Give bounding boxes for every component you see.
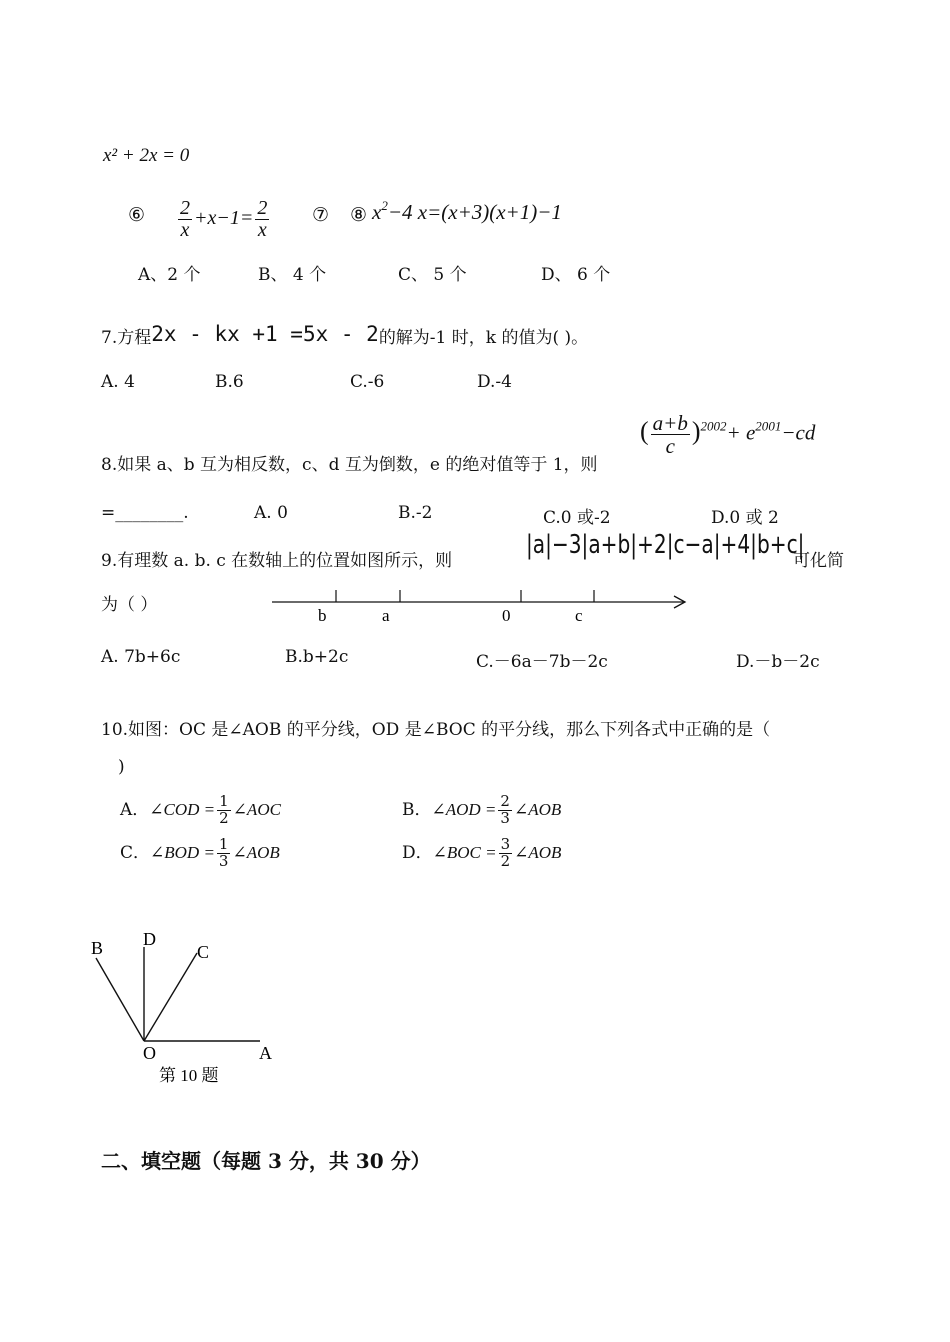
q7-option-d: D.-4 [477, 372, 512, 392]
q7-option-a: A. 4 [101, 372, 135, 392]
point-label-A: A [259, 1043, 272, 1063]
q10-option-a [120, 794, 281, 827]
eq6-numerator-2: 2 [257, 197, 268, 219]
angle-figure [85, 925, 285, 1095]
q8-exponent-1: 2002 [700, 418, 727, 434]
q8-answer-blank: =________. [101, 503, 189, 523]
eq6-numerator-1: 2 [180, 197, 190, 219]
q9-option-b: B.b+2c [285, 647, 349, 667]
q10-text: 10.如图：OC 是∠AOB 的平分线，OD 是∠BOC 的平分线，那么下列各式中正确的是（ [101, 720, 771, 740]
q6-option-c: C、 5 个 [398, 265, 467, 285]
equation-6 [176, 198, 271, 241]
eq8-rest: −4 x=(x+3)(x+1)−1 [387, 200, 562, 225]
q10-option-a-num: 1 [219, 792, 229, 810]
section-2-heading: 二、填空题（每题 3 分，共 30 分） [101, 1149, 431, 1173]
number-line [270, 584, 690, 628]
eq8-x: x [372, 200, 382, 225]
q8-text: 8.如果 a、b 互为相反数，c、d 互为倒数，e 的绝对值等于 1，则 [101, 455, 598, 475]
q9-suffix: 可化简 [793, 551, 844, 571]
label-b: b [318, 606, 327, 625]
eq6-denominator-2: x [257, 219, 267, 241]
q8-exponent-2: 2001 [755, 418, 782, 434]
q8-mid: + e [726, 420, 756, 445]
q6-option-a: A、2 个 [138, 265, 201, 285]
q10-option-c [120, 837, 280, 870]
ray-OC [144, 953, 197, 1041]
q10-option-a-label: A． [120, 799, 150, 820]
q9-option-c: C.－6a－7b－2c [476, 652, 608, 672]
label-c: c [575, 606, 583, 625]
eq6-middle: +x−1= [194, 207, 254, 230]
ray-OB [96, 958, 144, 1041]
q7-suffix: 的解为-1 时，k 的值为( )。 [378, 328, 589, 348]
q6-option-d: D、 6 个 [541, 265, 611, 285]
q10-option-c-rhs: ∠AOB [232, 842, 280, 862]
q8-option-a: A. 0 [254, 503, 288, 523]
circled-number-8: ⑧ [350, 204, 368, 226]
label-0: 0 [502, 606, 511, 625]
q10-option-d-label: D． [402, 842, 433, 863]
q10-option-c-label: C． [120, 842, 151, 863]
question-7 [101, 322, 588, 348]
q10-option-b [402, 794, 561, 827]
q10-option-b-lhs: ∠AOD = [431, 799, 497, 819]
q10-option-d-lhs: ∠BOC = [432, 842, 497, 862]
q8-option-c: C.0 或-2 [543, 508, 611, 528]
q9-option-d: D.－b－2c [736, 652, 820, 672]
q10-option-b-num: 2 [500, 792, 510, 810]
q10-option-b-den: 3 [500, 808, 510, 827]
q10-option-d [402, 837, 561, 870]
circled-number-7: ⑦ [312, 204, 330, 226]
q10-option-b-rhs: ∠AOB [513, 799, 562, 819]
q10-option-a-lhs: ∠COD = [149, 799, 216, 819]
q10-option-d-rhs: ∠AOB [514, 842, 562, 862]
point-label-B: B [91, 938, 104, 958]
q10-option-c-lhs: ∠BOD = [150, 842, 215, 862]
q10-option-a-rhs: ∠AOC [232, 799, 281, 819]
q9-line2: 为（ ） [101, 595, 158, 615]
q10-option-c-num: 1 [218, 835, 229, 853]
q8-option-d: D.0 或 2 [711, 508, 779, 528]
equation-8 [372, 198, 562, 225]
q7-option-c: C.-6 [350, 372, 385, 392]
q7-option-b: B.6 [215, 372, 244, 392]
q7-prefix: 7.方程 [101, 328, 152, 348]
figure-caption: 第 10 题 [159, 1066, 219, 1085]
q8-option-b: B.-2 [398, 503, 433, 523]
point-label-D: D [143, 929, 156, 949]
equation-x2-plus-2x: x² + 2x = 0 [103, 145, 190, 166]
eq6-denominator-1: x [180, 219, 190, 241]
circled-number-6: ⑥ [128, 204, 146, 226]
q10-option-d-num: 3 [500, 835, 511, 853]
q6-option-b: B、 4 个 [258, 265, 327, 285]
q9-text: 9.有理数 a. b. c 在数轴上的位置如图所示，则 [101, 551, 453, 571]
q8-frac-numerator: a+b [652, 411, 688, 435]
q10-close-paren: ) [118, 757, 125, 777]
q10-option-b-label: B． [402, 799, 432, 820]
point-label-C: C [197, 942, 210, 962]
q9-option-a: A. 7b+6c [101, 647, 181, 667]
label-a: a [382, 606, 390, 625]
q10-option-a-den: 2 [219, 808, 229, 827]
q10-option-c-den: 3 [218, 851, 229, 870]
q10-option-d-den: 2 [500, 851, 511, 870]
q8-frac-denominator: c [665, 434, 675, 459]
q7-equation: 2x - kx +1 =5x - 2 [151, 322, 379, 346]
q8-expression: ( $\frac{a+b}{c}$ )$^{2002}+ e^{2001}-cd$ [640, 411, 816, 459]
point-label-O: O [143, 1043, 156, 1063]
eq8-exponent: 2 [381, 198, 388, 213]
q9-expression: |a|−3|a+b|+2|c−a|+4|b+c| [526, 530, 805, 560]
q8-tail: −cd [781, 420, 816, 445]
